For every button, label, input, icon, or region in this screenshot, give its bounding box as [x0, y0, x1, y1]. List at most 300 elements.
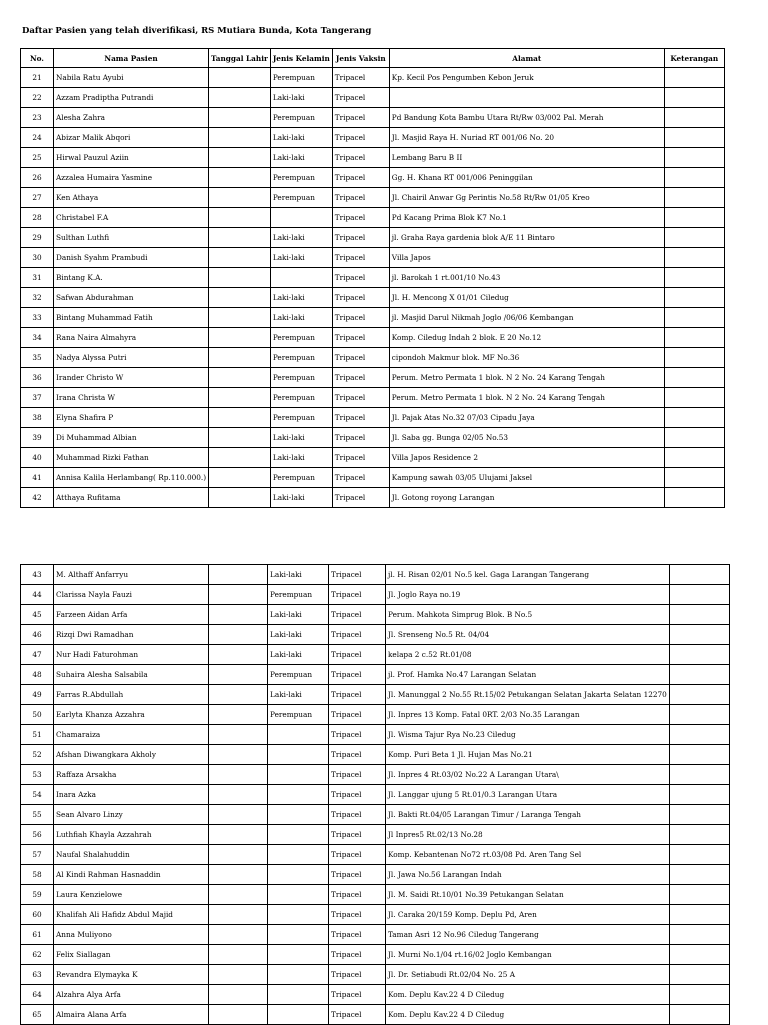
cell-birth-date: [209, 585, 268, 605]
table-row: [21, 68, 725, 88]
cell-address: Perum. Metro Permata 1 blok. N 2 No. 24 Karang Tengah: [389, 368, 664, 388]
cell-no: 48: [21, 665, 54, 685]
table-row: [21, 985, 730, 1005]
cell-patient-name: Sean Alvaro Linzy: [54, 805, 209, 825]
cell-patient-name: Alzahra Alya Arfa: [54, 985, 209, 1005]
cell-gender: Perempuan: [270, 168, 332, 188]
cell-no: 58: [21, 865, 54, 885]
cell-no: 29: [21, 228, 54, 248]
table-row: [21, 565, 730, 585]
cell-vaccine-type: Tripacel: [332, 408, 389, 428]
cell-birth-date: [209, 268, 271, 288]
cell-vaccine-type: Tripacel: [329, 785, 386, 805]
cell-gender: Perempuan: [270, 388, 332, 408]
cell-no: 53: [21, 765, 54, 785]
cell-gender: Laki-laki: [268, 605, 329, 625]
table-row: [21, 765, 730, 785]
cell-patient-name: Afshan Diwangkara Akholy: [54, 745, 209, 765]
cell-gender: Perempuan: [270, 328, 332, 348]
table-row: [21, 885, 730, 905]
cell-vaccine-type: Tripacel: [332, 148, 389, 168]
cell-patient-name: Azzam Pradiptha Putrandi: [54, 88, 209, 108]
cell-birth-date: [209, 348, 271, 368]
cell-remarks: [669, 605, 729, 625]
cell-no: 44: [21, 585, 54, 605]
column-header: Jenis Vaksin: [332, 49, 389, 68]
table-row: [21, 745, 730, 765]
cell-birth-date: [209, 448, 271, 468]
cell-birth-date: [209, 408, 271, 428]
cell-no: 56: [21, 825, 54, 845]
cell-address: Jl. Chairil Anwar Gg Perintis No.58 Rt/Rw 01/05 Kreo: [389, 188, 664, 208]
cell-birth-date: [209, 88, 271, 108]
cell-birth-date: [209, 188, 271, 208]
cell-patient-name: Bintang K.A.: [54, 268, 209, 288]
cell-gender: Perempuan: [270, 108, 332, 128]
cell-birth-date: [209, 148, 271, 168]
cell-vaccine-type: Tripacel: [332, 188, 389, 208]
cell-birth-date: [209, 248, 271, 268]
cell-vaccine-type: Tripacel: [332, 248, 389, 268]
cell-remarks: [669, 905, 729, 925]
cell-patient-name: Luthfiah Khayla Azzahrah: [54, 825, 209, 845]
cell-patient-name: Christabel F.A: [54, 208, 209, 228]
cell-address: Gg. H. Khana RT 001/006 Peninggilan: [389, 168, 664, 188]
cell-remarks: [664, 468, 724, 488]
cell-birth-date: [209, 605, 268, 625]
table-row: [21, 208, 725, 228]
cell-patient-name: Rana Naira Almahyra: [54, 328, 209, 348]
cell-vaccine-type: Tripacel: [332, 348, 389, 368]
cell-no: 57: [21, 845, 54, 865]
cell-remarks: [664, 148, 724, 168]
patient-table-part-2: [20, 564, 730, 1025]
cell-vaccine-type: Tripacel: [332, 268, 389, 288]
cell-address: Jl. Joglo Raya no.19: [386, 585, 670, 605]
cell-no: 34: [21, 328, 54, 348]
cell-patient-name: Naufal Shalahuddin: [54, 845, 209, 865]
cell-birth-date: [209, 168, 271, 188]
cell-gender: [268, 905, 329, 925]
cell-no: 45: [21, 605, 54, 625]
cell-vaccine-type: Tripacel: [332, 468, 389, 488]
cell-address: Villa Japos Residence 2: [389, 448, 664, 468]
cell-no: 49: [21, 685, 54, 705]
column-header: Alamat: [389, 49, 664, 68]
cell-gender: [268, 765, 329, 785]
cell-remarks: [664, 208, 724, 228]
cell-remarks: [669, 865, 729, 885]
cell-gender: [268, 985, 329, 1005]
cell-gender: [268, 805, 329, 825]
cell-remarks: [664, 88, 724, 108]
cell-remarks: [669, 725, 729, 745]
cell-address: Villa Japos: [389, 248, 664, 268]
cell-remarks: [664, 428, 724, 448]
table-row: [21, 605, 730, 625]
cell-patient-name: Nabila Ratu Ayubi: [54, 68, 209, 88]
cell-gender: Perempuan: [268, 665, 329, 685]
cell-no: 51: [21, 725, 54, 745]
cell-address: Perum. Metro Permata 1 blok. N 2 No. 24 Karang Tengah: [389, 388, 664, 408]
cell-vaccine-type: Tripacel: [329, 605, 386, 625]
column-header: Keterangan: [664, 49, 724, 68]
cell-no: 42: [21, 488, 54, 508]
cell-remarks: [669, 825, 729, 845]
table-row: [21, 488, 725, 508]
table-row: [21, 905, 730, 925]
cell-patient-name: Irander Christo W: [54, 368, 209, 388]
cell-birth-date: [209, 905, 268, 925]
cell-remarks: [664, 288, 724, 308]
column-header: Nama Pasien: [54, 49, 209, 68]
cell-patient-name: Anna Muliyono: [54, 925, 209, 945]
cell-vaccine-type: Tripacel: [332, 208, 389, 228]
cell-address: Jl. Inpres 4 Rt.03/02 No.22 A Larangan Utara\: [386, 765, 670, 785]
cell-remarks: [669, 1005, 729, 1025]
cell-no: 22: [21, 88, 54, 108]
cell-patient-name: M. Althaff Anfarryu: [54, 565, 209, 585]
cell-remarks: [669, 945, 729, 965]
cell-patient-name: Nadya Alyssa Putri: [54, 348, 209, 368]
cell-address: Jl. Pajak Atas No.32 07/03 Cipadu Jaya: [389, 408, 664, 428]
cell-no: 37: [21, 388, 54, 408]
page-title: Daftar Pasien yang telah diverifikasi, RS Mutiara Bunda, Kota Tangerang: [22, 26, 372, 36]
cell-vaccine-type: Tripacel: [329, 865, 386, 885]
table-row: [21, 448, 725, 468]
cell-remarks: [669, 665, 729, 685]
cell-address: jl. Barokah 1 rt.001/10 No.43: [389, 268, 664, 288]
table-row: [21, 248, 725, 268]
cell-birth-date: [209, 428, 271, 448]
table-row: [21, 645, 730, 665]
cell-gender: Laki-laki: [270, 148, 332, 168]
cell-address: [389, 88, 664, 108]
cell-birth-date: [209, 665, 268, 685]
cell-remarks: [664, 108, 724, 128]
table-row: [21, 428, 725, 448]
cell-patient-name: Hirwal Pauzul Aziin: [54, 148, 209, 168]
cell-no: 50: [21, 705, 54, 725]
cell-vaccine-type: Tripacel: [332, 88, 389, 108]
cell-address: Taman Asri 12 No.96 Ciledug Tangerang: [386, 925, 670, 945]
cell-remarks: [669, 645, 729, 665]
cell-patient-name: Clarissa Nayla Fauzi: [54, 585, 209, 605]
cell-vaccine-type: Tripacel: [332, 168, 389, 188]
cell-birth-date: [209, 68, 271, 88]
cell-gender: [268, 845, 329, 865]
cell-birth-date: [209, 488, 271, 508]
cell-patient-name: Muhammad Rizki Fathan: [54, 448, 209, 468]
cell-birth-date: [209, 685, 268, 705]
cell-remarks: [669, 765, 729, 785]
cell-patient-name: Atthaya Rufitama: [54, 488, 209, 508]
cell-address: Jl. Manunggal 2 No.55 Rt.15/02 Petukangan Selatan Jakarta Selatan 12270: [386, 685, 670, 705]
cell-birth-date: [209, 705, 268, 725]
cell-vaccine-type: Tripacel: [329, 765, 386, 785]
cell-remarks: [669, 585, 729, 605]
cell-birth-date: [209, 985, 268, 1005]
cell-no: 62: [21, 945, 54, 965]
cell-patient-name: Al Kindi Rahman Hasnaddin: [54, 865, 209, 885]
cell-birth-date: [209, 288, 271, 308]
cell-gender: Laki-laki: [268, 645, 329, 665]
cell-patient-name: Raffaza Arsakha: [54, 765, 209, 785]
cell-patient-name: Inara Azka: [54, 785, 209, 805]
cell-patient-name: Almaira Alana Arfa: [54, 1005, 209, 1025]
cell-address: jl. H. Risan 02/01 No.5 kel. Gaga Larangan Tangerang: [386, 565, 670, 585]
cell-remarks: [664, 228, 724, 248]
table-row: [21, 585, 730, 605]
cell-vaccine-type: Tripacel: [329, 925, 386, 945]
cell-address: jl. Graha Raya gardenia blok A/E 11 Bintaro: [389, 228, 664, 248]
cell-birth-date: [209, 725, 268, 745]
table-row: [21, 845, 730, 865]
table-row: [21, 288, 725, 308]
table-row: [21, 88, 725, 108]
table-row: [21, 665, 730, 685]
cell-no: 36: [21, 368, 54, 388]
cell-address: Jl. Jawa No.56 Larangan Indah: [386, 865, 670, 885]
cell-vaccine-type: Tripacel: [329, 985, 386, 1005]
cell-gender: [268, 865, 329, 885]
cell-address: Pd Kacang Prima Blok K7 No.1: [389, 208, 664, 228]
cell-remarks: [669, 885, 729, 905]
cell-gender: [268, 825, 329, 845]
cell-no: 60: [21, 905, 54, 925]
cell-birth-date: [209, 765, 268, 785]
cell-gender: Laki-laki: [268, 565, 329, 585]
cell-birth-date: [209, 805, 268, 825]
cell-no: 30: [21, 248, 54, 268]
cell-no: 39: [21, 428, 54, 448]
cell-no: 21: [21, 68, 54, 88]
cell-remarks: [664, 448, 724, 468]
cell-patient-name: Chamaraiza: [54, 725, 209, 745]
cell-vaccine-type: Tripacel: [332, 428, 389, 448]
cell-vaccine-type: Tripacel: [329, 965, 386, 985]
cell-address: Jl Inpres5 Rt.02/13 No.28: [386, 825, 670, 845]
cell-vaccine-type: Tripacel: [329, 845, 386, 865]
cell-patient-name: Danish Syahm Prambudi: [54, 248, 209, 268]
cell-patient-name: Bintang Muhammad Fatih: [54, 308, 209, 328]
table-row: [21, 268, 725, 288]
cell-vaccine-type: Tripacel: [329, 585, 386, 605]
cell-patient-name: Revandra Elymayka K: [54, 965, 209, 985]
cell-address: jl. Masjid Darul Nikmah Joglo /06/06 Kembangan: [389, 308, 664, 328]
cell-gender: Perempuan: [268, 705, 329, 725]
cell-address: Komp. Kebantenan No72 rt.03/08 Pd. Aren Tang Sel: [386, 845, 670, 865]
cell-vaccine-type: Tripacel: [332, 288, 389, 308]
cell-patient-name: Earlyta Khanza Azzahra: [54, 705, 209, 725]
cell-gender: [270, 268, 332, 288]
cell-patient-name: Khalifah Ali Hafidz Abdul Majid: [54, 905, 209, 925]
table-row: [21, 945, 730, 965]
cell-birth-date: [209, 945, 268, 965]
cell-vaccine-type: Tripacel: [329, 825, 386, 845]
cell-patient-name: Suhaira Alesha Salsabila: [54, 665, 209, 685]
cell-patient-name: Farras R.Abdullah: [54, 685, 209, 705]
cell-vaccine-type: Tripacel: [329, 805, 386, 825]
table-row: [21, 308, 725, 328]
cell-address: kelapa 2 c.52 Rt.01/08: [386, 645, 670, 665]
cell-birth-date: [209, 625, 268, 645]
table-row: [21, 368, 725, 388]
cell-gender: Laki-laki: [270, 448, 332, 468]
cell-remarks: [669, 565, 729, 585]
cell-address: Kom. Deplu Kav.22 4 D Ciledug: [386, 985, 670, 1005]
cell-patient-name: Abizar Malik Abqori: [54, 128, 209, 148]
cell-birth-date: [209, 845, 268, 865]
cell-no: 64: [21, 985, 54, 1005]
cell-remarks: [669, 625, 729, 645]
cell-address: Jl. Masjid Raya H. Nuriad RT 001/06 No. 20: [389, 128, 664, 148]
cell-remarks: [669, 805, 729, 825]
cell-vaccine-type: Tripacel: [332, 488, 389, 508]
table-row: [21, 785, 730, 805]
cell-birth-date: [209, 785, 268, 805]
cell-address: Pd Bandung Kota Bambu Utara Rt/Rw 03/002 Pal. Merah: [389, 108, 664, 128]
table-row: [21, 685, 730, 705]
table-row: [21, 1005, 730, 1025]
cell-birth-date: [209, 468, 271, 488]
cell-patient-name: Ken Athaya: [54, 188, 209, 208]
cell-gender: Perempuan: [270, 68, 332, 88]
cell-patient-name: Annisa Kalila Herlambang( Rp.110.000.): [54, 468, 209, 488]
cell-address: Jl. Langgar ujung 5 Rt.01/0.3 Larangan Utara: [386, 785, 670, 805]
cell-remarks: [669, 985, 729, 1005]
cell-address: Perum. Mahkota Simprug Blok. B No.5: [386, 605, 670, 625]
cell-patient-name: Nur Hadi Faturohman: [54, 645, 209, 665]
cell-vaccine-type: Tripacel: [329, 705, 386, 725]
cell-birth-date: [209, 108, 271, 128]
cell-address: Jl. Caraka 20/159 Komp. Deplu Pd, Aren: [386, 905, 670, 925]
cell-birth-date: [209, 565, 268, 585]
cell-patient-name: Farzeen Aidan Arfa: [54, 605, 209, 625]
cell-remarks: [664, 388, 724, 408]
table-row: [21, 128, 725, 148]
cell-address: Komp. Puri Beta 1 Jl. Hujan Mas No.21: [386, 745, 670, 765]
cell-gender: Perempuan: [270, 368, 332, 388]
cell-vaccine-type: Tripacel: [332, 328, 389, 348]
cell-patient-name: Di Muhammad Albian: [54, 428, 209, 448]
cell-birth-date: [209, 368, 271, 388]
cell-gender: Laki-laki: [268, 685, 329, 705]
cell-no: 65: [21, 1005, 54, 1025]
cell-gender: [268, 1005, 329, 1025]
table-row: [21, 725, 730, 745]
table-row: [21, 805, 730, 825]
cell-remarks: [664, 328, 724, 348]
cell-birth-date: [209, 308, 271, 328]
table-row: [21, 825, 730, 845]
cell-remarks: [664, 348, 724, 368]
cell-no: 59: [21, 885, 54, 905]
cell-patient-name: Alesha Zahra: [54, 108, 209, 128]
table-row: [21, 228, 725, 248]
cell-patient-name: Irana Christa W: [54, 388, 209, 408]
cell-remarks: [664, 368, 724, 388]
column-header: Tanggal Lahir: [209, 49, 271, 68]
cell-address: Jl. Saba gg. Bunga 02/05 No.53: [389, 428, 664, 448]
cell-gender: Perempuan: [270, 348, 332, 368]
cell-no: 38: [21, 408, 54, 428]
cell-vaccine-type: Tripacel: [329, 665, 386, 685]
cell-vaccine-type: Tripacel: [332, 68, 389, 88]
cell-birth-date: [209, 645, 268, 665]
table-row: [21, 965, 730, 985]
cell-vaccine-type: Tripacel: [329, 885, 386, 905]
table-row: [21, 705, 730, 725]
cell-birth-date: [209, 865, 268, 885]
cell-address: Komp. Ciledug Indah 2 blok. E 20 No.12: [389, 328, 664, 348]
cell-no: 31: [21, 268, 54, 288]
cell-vaccine-type: Tripacel: [332, 448, 389, 468]
cell-vaccine-type: Tripacel: [332, 128, 389, 148]
cell-gender: Laki-laki: [270, 248, 332, 268]
cell-address: cipondoh Makmur blok. MF No.36: [389, 348, 664, 368]
cell-address: Jl. H. Mencong X 01/01 Ciledug: [389, 288, 664, 308]
table-row: [21, 148, 725, 168]
cell-vaccine-type: Tripacel: [332, 228, 389, 248]
cell-no: 25: [21, 148, 54, 168]
cell-gender: Laki-laki: [270, 428, 332, 448]
column-header: Jenis Kelamin: [270, 49, 332, 68]
cell-patient-name: Felix Siallagan: [54, 945, 209, 965]
cell-address: Jl. Murni No.1/04 rt.16/02 Joglo Kembangan: [386, 945, 670, 965]
table-row: [21, 408, 725, 428]
cell-vaccine-type: Tripacel: [329, 945, 386, 965]
cell-gender: [270, 208, 332, 228]
cell-remarks: [664, 188, 724, 208]
cell-address: Jl. Gotong royong Larangan: [389, 488, 664, 508]
table-row: [21, 925, 730, 945]
cell-birth-date: [209, 1005, 268, 1025]
cell-gender: Perempuan: [268, 585, 329, 605]
cell-birth-date: [209, 228, 271, 248]
cell-vaccine-type: Tripacel: [329, 685, 386, 705]
cell-birth-date: [209, 208, 271, 228]
table-row: [21, 168, 725, 188]
cell-no: 32: [21, 288, 54, 308]
cell-vaccine-type: Tripacel: [329, 905, 386, 925]
cell-no: 55: [21, 805, 54, 825]
cell-address: Jl. Wisma Tajur Rya No.23 Ciledug: [386, 725, 670, 745]
cell-vaccine-type: Tripacel: [329, 565, 386, 585]
cell-birth-date: [209, 965, 268, 985]
cell-no: 47: [21, 645, 54, 665]
cell-no: 28: [21, 208, 54, 228]
table-row: [21, 108, 725, 128]
cell-no: 33: [21, 308, 54, 328]
cell-patient-name: Laura Kenzielowe: [54, 885, 209, 905]
cell-address: jl. Prof. Hamka No.47 Larangan Selatan: [386, 665, 670, 685]
cell-remarks: [669, 785, 729, 805]
cell-gender: Laki-laki: [270, 488, 332, 508]
cell-remarks: [664, 128, 724, 148]
cell-address: Jl. M. Saidi Rt.10/01 No.39 Petukangan Selatan: [386, 885, 670, 905]
cell-gender: [268, 925, 329, 945]
cell-remarks: [669, 965, 729, 985]
cell-address: Kom. Deplu Kav.22 4 D Ciledug: [386, 1005, 670, 1025]
cell-vaccine-type: Tripacel: [332, 368, 389, 388]
cell-patient-name: Safwan Abdurahman: [54, 288, 209, 308]
cell-remarks: [664, 248, 724, 268]
cell-no: 54: [21, 785, 54, 805]
table-row: [21, 188, 725, 208]
cell-gender: Perempuan: [270, 468, 332, 488]
cell-remarks: [664, 488, 724, 508]
